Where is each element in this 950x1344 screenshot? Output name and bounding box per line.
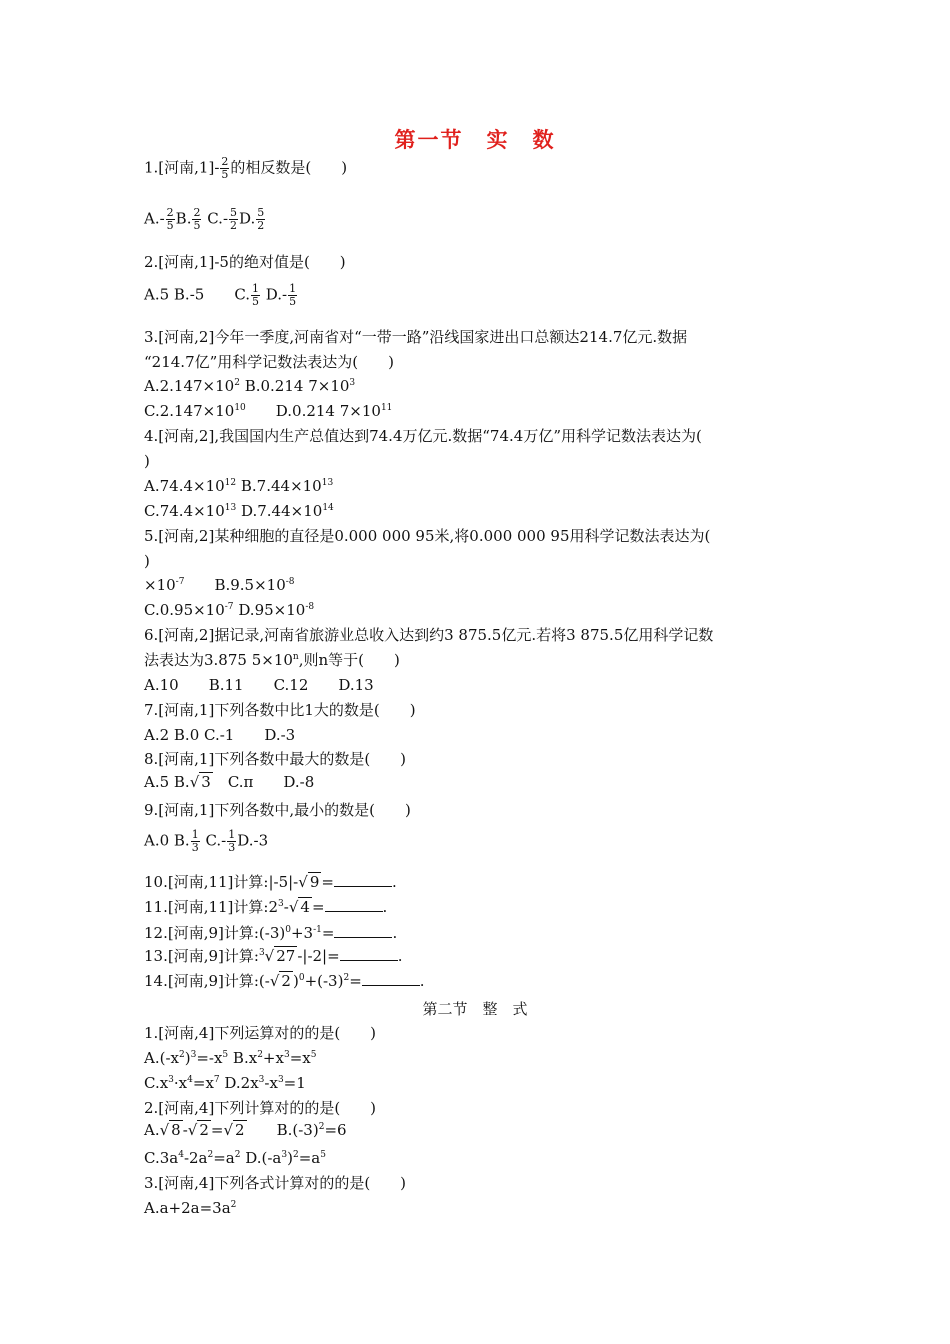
square-root: √ 2 <box>187 1121 209 1139</box>
question-13: 13.[河南,9]计算:$^3$√ 27 -|-2|= . <box>144 947 403 965</box>
cube-root: √ 27 <box>264 947 296 965</box>
question-14: 14.[河南,9]计算:(-√ 2 )$^0+(-3)^2=$ . <box>144 972 425 990</box>
question-2: 2.[河南,1]-5的绝对值是( ) <box>144 253 346 271</box>
fraction: $\frac{1}{5}$ <box>252 282 260 308</box>
square-root: √ 2 <box>223 1121 245 1139</box>
question-2-options: A.5 B.-5 C. $\frac{1}{5}$ D.- $\frac{1}{5}$ <box>144 282 297 308</box>
question-6-line-2: 法表达为3.875 $5\times 10^n$,则n等于( ) <box>144 651 400 669</box>
answer-blank <box>334 874 392 887</box>
answer-blank <box>325 899 383 912</box>
question-4-options-ab: $A.74.4\times 10^{12}$ $B.7.44\times 10^{13}$ <box>144 477 334 495</box>
question-11: 11.[河南,11]计算$:2^3-√$ 4 = . <box>144 898 388 916</box>
question-4-options-cd: $C.74.4\times 10^{13}$ $D.7.44\times 10^{14}$ <box>144 502 334 520</box>
question-3-options-ab: $A.2.147\times 10^2$ B.0.214 $7\times 10^3$ <box>144 377 356 395</box>
question-12: 12.[河南,9]计算$:(-3)^0+3^{-1}=$ . <box>144 924 398 942</box>
answer-blank <box>362 973 420 986</box>
square-root: √ 8 <box>159 1121 181 1139</box>
question-5-options-cd: $C.0.95\times 10^{-7}$ $D.95\times 10^{-8}$ <box>144 601 315 619</box>
s2-question-2-options-cd: $C.3a^4-2a^2=a^2$ $D.(-a^3)^2=a^5$ <box>144 1149 326 1167</box>
question-7-options: A.2 B.0 C.-1 D.-3 <box>144 726 296 744</box>
question-3-line-1: 3.[河南,2]今年一季度,河南省对“一带一路”沿线国家进出口总额达214.7亿元.数据 <box>144 328 688 346</box>
answer-blank <box>340 948 398 961</box>
fraction: $\frac{1}{3}$ <box>228 828 236 854</box>
fraction: $\frac{1}{3}$ <box>191 828 199 854</box>
square-root: √ 2 <box>269 972 291 990</box>
s2-question-3: 3.[河南,4]下列各式计算对的的是( ) <box>144 1174 407 1192</box>
question-4-line-2: ) <box>144 452 150 470</box>
square-root: √ 4 <box>288 898 310 916</box>
fraction: $\frac{1}{5}$ <box>289 282 297 308</box>
fraction: $\frac{5}{2}$ <box>230 206 238 232</box>
question-3-line-2: “214.7亿”用科学记数法表达为( ) <box>144 353 394 371</box>
s2-question-2-options-ab: A.√ 8 -√ 2 =√ 2 $B.(-3)^2=6$ <box>144 1121 347 1139</box>
square-root: √ 9 <box>298 873 320 891</box>
question-4-line-1: 4.[河南,2],我国国内生产总值达到74.4万亿元.数据“74.4万亿”用科学记数法表达为( <box>144 427 702 445</box>
s2-question-2: 2.[河南,4]下列计算对的的是( ) <box>144 1099 377 1117</box>
question-5-line-2: ) <box>144 552 150 570</box>
question-9-options: A.0 B. $\frac{1}{3}$ C.- $\frac{1}{3}$ D.-3 <box>144 828 269 854</box>
fraction: $\frac{5}{2}$ <box>257 206 265 232</box>
question-10: 10.[河南,11]计算:|-5|-√ 9 = . <box>144 873 397 891</box>
question-8: 8.[河南,1]下列各数中最大的数是( ) <box>144 750 407 768</box>
question-1: 1.[河南,1]- $\frac{2}{5}$ 的相反数是( ) <box>144 155 348 181</box>
fraction: $\frac{2}{5}$ <box>166 206 174 232</box>
question-3-options-cd: $C.2.147\times 10^{10}$ D.0.214 $7\times 10^{11}$ <box>144 402 393 420</box>
question-6-line-1: 6.[河南,2]据记录,河南省旅游业总收入达到约3 875.5亿元.若将3 875.5亿用科学记数 <box>144 626 714 644</box>
fraction: $\frac{2}{5}$ <box>193 206 201 232</box>
question-9: 9.[河南,1]下列各数中,最小的数是( ) <box>144 801 411 819</box>
s2-question-1-options-cd: $C.x^3\cdot x^4=x^7$ $D.2x^3-x^3=1$ <box>144 1074 306 1092</box>
question-8-options: A.5 B.√ 3 C.π D.-8 <box>144 773 315 791</box>
s2-question-1: 1.[河南,4]下列运算对的的是( ) <box>144 1024 377 1042</box>
section1-title: 第一节 实 数 <box>394 127 556 152</box>
s2-question-3-option-a: $A.a+2a=3a^2$ <box>144 1199 237 1217</box>
question-5-options-ab: $\times 10^{-7}$ $B.9.5\times 10^{-8}$ <box>144 576 295 594</box>
fraction: $\frac{2}{5}$ <box>221 155 229 181</box>
section2-title: 第二节 整 式 <box>422 1000 528 1018</box>
question-6-options: A.10 B.11 C.12 D.13 <box>144 676 374 694</box>
square-root: √ 3 <box>189 773 211 791</box>
question-5-line-1: 5.[河南,2]某种细胞的直径是0.000 000 95米,将0.000 000 95用科学记数法表达为( <box>144 527 711 545</box>
question-1-options: A.- $\frac{2}{5}$ B. $\frac{2}{5}$ C.- $\frac{5}{2}$ D. $\frac{5}{2}$ <box>144 206 265 232</box>
s2-question-1-options-ab: $A.(-x^2)^3=-x^5$ $B.x^2+x^3=x^5$ <box>144 1049 317 1067</box>
answer-blank <box>334 925 392 938</box>
question-7: 7.[河南,1]下列各数中比1大的数是( ) <box>144 701 416 719</box>
